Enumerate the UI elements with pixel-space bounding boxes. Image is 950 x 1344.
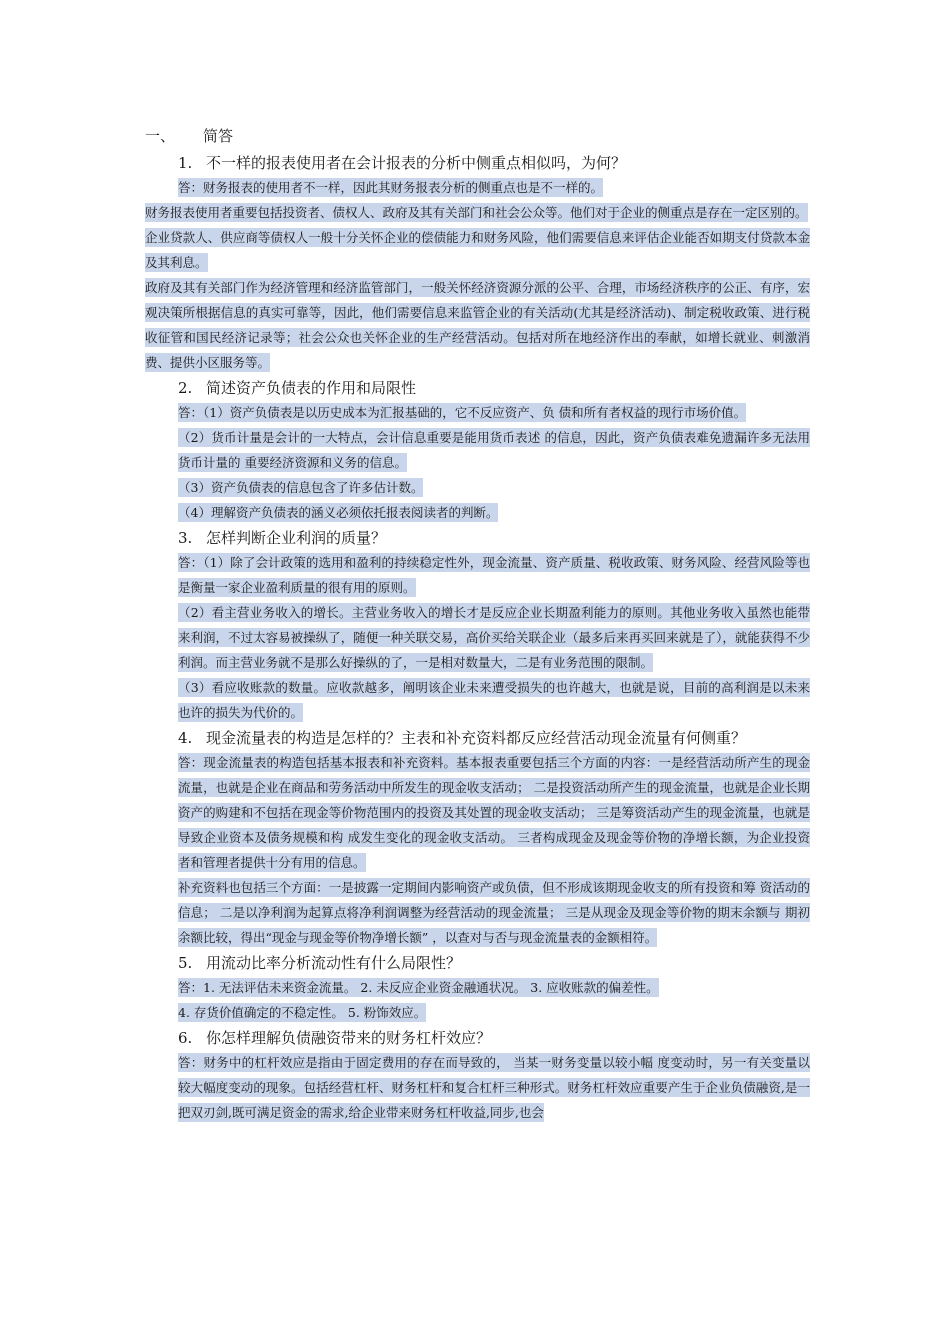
question-title: 用流动比率分析流动性有什么局限性？ bbox=[206, 954, 462, 972]
document-body bbox=[145, 124, 810, 1125]
question-number: 4. bbox=[178, 729, 193, 747]
question-number: 3. bbox=[178, 529, 193, 547]
answer-paragraph: 财务报表使用者重要包括投资者、债权人、政府及其有关部门和社会公众等。他们对于企业的侧重点是存在一定区别的。 bbox=[145, 205, 808, 220]
question-6 bbox=[145, 1026, 810, 1050]
question-5 bbox=[145, 951, 810, 975]
question-title: 不一样的报表使用者在会计报表的分析中侧重点相似吗，为何？ bbox=[206, 154, 627, 172]
question-number: 5. bbox=[178, 954, 193, 972]
answer-paragraph: 答：现金流量表的构造包括基本报表和补充资料。基本报表重要包括三个方面的内容：一是经营活动所产生的现金流量，也就是企业在商品和劳务活动中所发生的现金收支活动； 二是投资活动所产生的现金流量，也就是企业长期资产的购建和不包括在现金等价物范围内的投资及其处置的现金收支活动； 三是筹资活动产生的现金流量，也就是导致企业资本及债务规模和构 成发生变化的现金收支活动。 三者构成现金及现金等价物的净增长额，为企业投资者和管理者提供十分有用的信息。 bbox=[178, 755, 810, 870]
question-title: 怎样判断企业利润的质量？ bbox=[206, 529, 387, 547]
question-number: 6. bbox=[178, 1029, 193, 1047]
answer-paragraph: （3）看应收账款的数量。应收款越多，阐明该企业未来遭受损失的也许越大，也就是说，目前的高利润是以未来也许的损失为代价的。 bbox=[178, 680, 810, 720]
answer-paragraph: （2）看主营业务收入的增长。主营业务收入的增长才是反应企业长期盈利能力的原则。其他业务收入虽然也能带来利润，不过太容易被操纵了，随便一种关联交易，高价买给关联企业（最多后来再买回来就是了），就能获得不少利润。而主营业务就不是那么好操纵的了，一是相对数量大，二是有业务范围的限制。 bbox=[178, 605, 810, 670]
answer-paragraph: 答：（1）资产负债表是以历史成本为汇报基础的，它不反应资产、负 债和所有者权益的现行市场价值。 bbox=[178, 405, 747, 420]
answer-paragraph: 企业贷款人、供应商等债权人一般十分关怀企业的偿债能力和财务风险，他们需要信息来评估企业能否如期支付贷款本金及其利息。 bbox=[145, 230, 810, 270]
answer-paragraph: 政府及其有关部门作为经济管理和经济监管部门，一般关怀经济资源分派的公平、合理，市场经济秩序的公正、有序，宏观决策所根据信息的真实可靠等，因此，他们需要信息来监管企业的有关活动(尤其是经济活动)、制定税收政策、进行税收征管和国民经济记录等；社会公众也关怀企业的生产经营活动。包括对所在地经济作出的奉献，如增长就业、刺激消费、提供小区服务等。 bbox=[145, 280, 810, 370]
answer-paragraph: （4）理解资产负债表的涵义必须依托报表阅读者的判断。 bbox=[178, 505, 499, 520]
question-2 bbox=[145, 376, 810, 400]
answer-paragraph: 4. 存货价值确定的不稳定性。 5. 粉饰效应。 bbox=[178, 1005, 427, 1020]
question-4 bbox=[145, 726, 810, 750]
question-title: 现金流量表的构造是怎样的？主表和补充资料都反应经营活动现金流量有何侧重？ bbox=[206, 729, 747, 747]
answer-paragraph: （3）资产负债表的信息包含了许多估计数。 bbox=[178, 480, 424, 495]
section-number: 一、 bbox=[145, 127, 176, 145]
question-number: 1. bbox=[178, 154, 193, 172]
question-number: 2. bbox=[178, 379, 193, 397]
question-1 bbox=[145, 151, 810, 175]
answer-paragraph: 答：1. 无法评估未来资金流量。 2. 未反应企业资金融通状况。 3. 应收账款的偏差性。 bbox=[178, 980, 659, 995]
answer-paragraph: （2）货币计量是会计的一大特点，会计信息重要是能用货币表述 的信息，因此，资产负债表难免遗漏许多无法用货币计量的 重要经济资源和义务的信息。 bbox=[178, 430, 810, 470]
answer-paragraph: 答：财务报表的使用者不一样，因此其财务报表分析的侧重点也是不一样的。 bbox=[178, 180, 604, 195]
question-3 bbox=[145, 526, 810, 550]
section-heading bbox=[145, 124, 810, 148]
section-title: 简答 bbox=[203, 127, 234, 145]
question-title: 简述资产负债表的作用和局限性 bbox=[206, 379, 417, 397]
answer-paragraph: 答：（1）除了会计政策的选用和盈利的持续稳定性外，现金流量、资产质量、税收政策、财务风险、经营风险等也是衡量一家企业盈利质量的很有用的原则。 bbox=[178, 555, 810, 595]
question-title: 你怎样理解负债融资带来的财务杠杆效应？ bbox=[206, 1029, 492, 1047]
answer-paragraph: 答：财务中的杠杆效应是指由于固定费用的存在而导致的， 当某一财务变量以较小幅 度变动时，另一有关变量以较大幅度变动的现象。包括经营杠杆、财务杠杆和复合杠杆三种形式。财务杠杆效应重要产生于企业负债融资,是一把双刃剑,既可满足资金的需求,给企业带来财务杠杆收益,同步,也会 bbox=[178, 1055, 810, 1120]
answer-paragraph: 补充资料也包括三个方面：一是披露一定期间内影响资产或负债，但不形成该期现金收支的所有投资和筹 资活动的信息； 二是以净利润为起算点将净利润调整为经营活动的现金流量； 三是从现金及现金等价物的期末余额与 期初余额比较，得出“现金与现金等价物净增长额” ，以查对与否与现金流量表的金额相符。 bbox=[178, 880, 810, 945]
